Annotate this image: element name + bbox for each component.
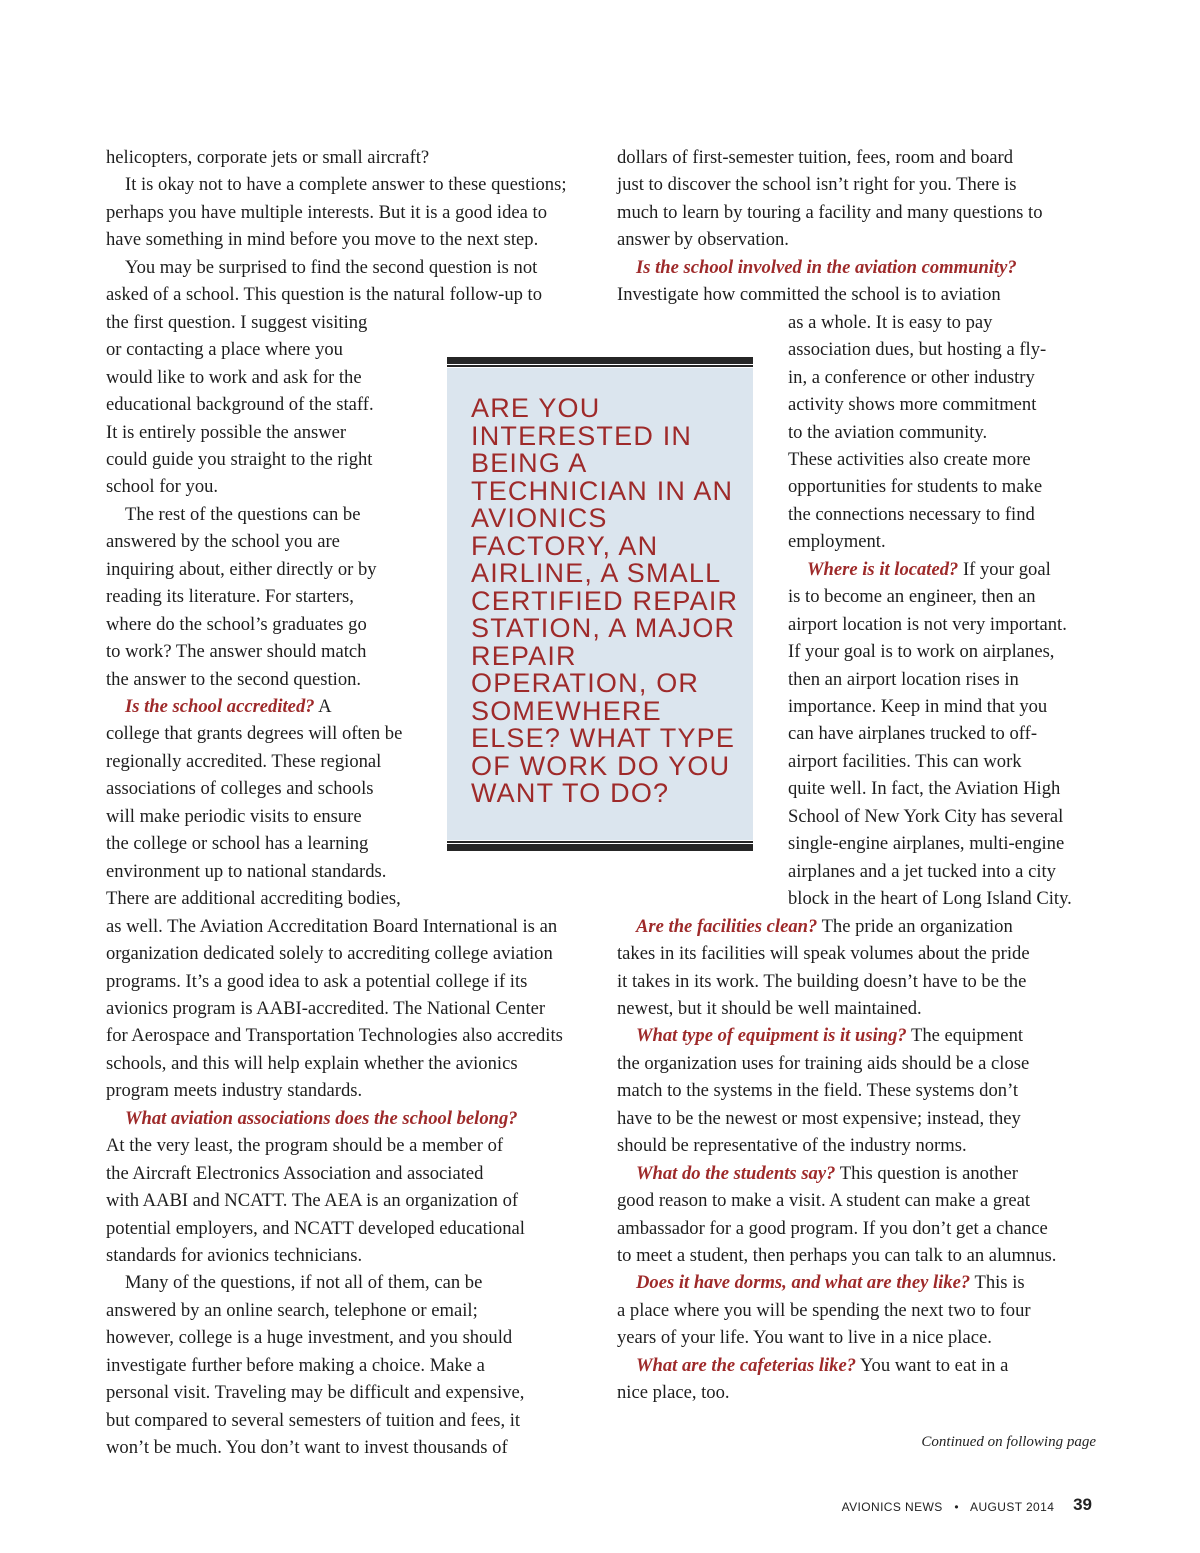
right-column-line	[617, 1244, 1056, 1268]
body-text: opportunities for students to make	[788, 476, 1043, 498]
body-text: A	[314, 696, 332, 717]
left-column-line	[106, 311, 367, 335]
body-text: it takes in its work. The building doesn’t have to be the	[617, 970, 1027, 992]
left-column-line	[106, 915, 557, 939]
right-column-line	[788, 393, 1036, 417]
right-column-line	[636, 915, 1013, 939]
body-text: avionics program is AABI-accredited. The National Center	[106, 997, 546, 1019]
body-text: have to be the newest or most expensive; instead, they	[617, 1107, 1021, 1129]
left-column-line	[106, 1079, 362, 1103]
right-column-line	[617, 1299, 1031, 1323]
right-column-line	[617, 1326, 992, 1350]
right-column-line	[788, 832, 1064, 856]
body-text: nice place, too.	[617, 1382, 730, 1404]
left-column-line	[106, 1244, 362, 1268]
right-column-line	[636, 1162, 1018, 1186]
right-column-line	[788, 530, 886, 554]
left-column-line	[106, 1217, 525, 1241]
body-text: have something in mind before you move to the next step.	[106, 229, 539, 251]
body-text: Investigate how committed the school is to aviation	[617, 284, 1001, 306]
body-text: This is	[970, 1272, 1025, 1294]
right-column-line	[788, 338, 1046, 362]
body-text: activity shows more commitment	[788, 394, 1037, 416]
left-column-line	[106, 1189, 518, 1213]
left-column-line	[106, 201, 547, 225]
left-column-line	[106, 887, 401, 911]
pull-quote-bottom-thin-rule	[447, 841, 753, 843]
right-column-line	[617, 283, 1001, 307]
body-text: with AABI and NCATT. The AEA is an organization of	[106, 1190, 519, 1212]
body-text: perhaps you have multiple interests. But it is a good idea to	[106, 201, 548, 223]
body-text: It is okay not to have a complete answer to these questions;	[125, 174, 567, 196]
body-text: You may be surprised to find the second question is not	[125, 256, 538, 278]
right-column-line	[807, 558, 1051, 582]
body-text: school for you.	[106, 476, 219, 498]
right-column-line	[636, 1024, 1023, 1048]
right-column-line	[788, 421, 987, 445]
body-text: airplanes and a jet tucked into a city	[788, 860, 1056, 882]
body-text: educational background of the staff.	[106, 394, 374, 416]
body-text: associations of colleges and schools	[106, 778, 374, 800]
left-column-line	[106, 1409, 520, 1433]
section-question: What do the students say?	[636, 1162, 836, 1184]
right-column-line	[788, 695, 1047, 719]
right-column-line	[788, 887, 1072, 911]
right-column-line	[636, 1271, 1025, 1295]
right-column-line	[636, 256, 1017, 280]
left-column-line	[106, 860, 386, 884]
left-column-line	[125, 256, 537, 280]
right-column-line	[617, 173, 1017, 197]
body-text: or contacting a place where you	[106, 339, 343, 361]
left-column-line	[106, 1024, 563, 1048]
body-text: for Aerospace and Transportation Technologies also accredits	[106, 1025, 563, 1047]
body-text: the organization uses for training aids should be a close	[617, 1052, 1030, 1074]
pull-quote-bottom-rule	[447, 844, 753, 851]
body-text: helicopters, corporate jets or small aircraft?	[106, 147, 430, 168]
body-text: but compared to several semesters of tuition and fees, it	[106, 1409, 521, 1431]
right-column-line	[788, 805, 1063, 829]
left-column-line	[106, 970, 527, 994]
body-text: It is entirely possible the answer	[106, 421, 347, 443]
body-text: At the very least, the program should be a member of	[106, 1135, 504, 1157]
right-column-line	[617, 1381, 730, 1405]
body-text: Many of the questions, if not all of them, can be	[125, 1272, 483, 1294]
pull-quote-top-thin-rule	[447, 365, 753, 367]
body-text: ambassador for a good program. If you don’t get a chance	[617, 1217, 1048, 1239]
body-text: in, a conference or other industry	[788, 366, 1035, 388]
body-text: asked of a school. This question is the natural follow-up to	[106, 284, 543, 306]
body-text: as a whole. It is easy to pay	[788, 311, 993, 333]
left-column-line	[106, 997, 545, 1021]
left-column-line	[125, 695, 332, 719]
section-question: Is the school involved in the aviation community?	[636, 256, 1017, 278]
body-text: match to the systems in the field. These systems don’t	[617, 1080, 1019, 1102]
footer-separator: •	[954, 1500, 959, 1514]
body-text: the connections necessary to find	[788, 503, 1035, 525]
body-text: The pride an organization	[817, 915, 1013, 937]
left-column-line	[125, 503, 360, 527]
body-text: potential employers, and NCATT developed educational	[106, 1217, 525, 1239]
body-text: airport location is not very important.	[788, 613, 1067, 635]
body-text: won’t be much. You don’t want to invest thousands of	[106, 1437, 508, 1459]
right-column-line	[788, 475, 1042, 499]
left-column-line	[106, 558, 377, 582]
body-text: This question is another	[835, 1162, 1018, 1184]
right-column-line	[617, 228, 789, 252]
right-column-line	[788, 668, 1019, 692]
continued-note: Continued on following page	[921, 1434, 1096, 1450]
pull-quote-top-rule	[447, 357, 753, 364]
body-text: to work? The answer should match	[106, 641, 367, 663]
body-text: environment up to national standards.	[106, 860, 387, 882]
left-column-line	[106, 448, 372, 472]
body-text: reading its literature. For starters,	[106, 586, 354, 608]
left-column-line	[106, 393, 374, 417]
left-column-line	[106, 1326, 512, 1350]
body-text: much to learn by touring a facility and many questions to	[617, 201, 1043, 223]
left-column-line	[106, 613, 367, 637]
right-column-line	[617, 942, 1030, 966]
left-column-line	[106, 283, 542, 307]
right-column-line	[788, 366, 1035, 390]
left-column-line	[106, 1299, 478, 1323]
body-text: where do the school’s graduates go	[106, 613, 367, 635]
body-text: schools, and this will help explain whether the avionics	[106, 1052, 518, 1074]
section-question: What are the cafeterias like?	[636, 1354, 857, 1376]
right-column-line	[788, 860, 1056, 884]
body-text: regionally accredited. These regional	[106, 750, 382, 772]
body-text: answered by an online search, telephone or email;	[106, 1299, 478, 1321]
right-column-line	[617, 997, 922, 1021]
body-text: the first question. I suggest visiting	[106, 311, 368, 333]
pull-quote-box	[447, 357, 753, 851]
left-column-line	[106, 530, 340, 554]
body-text: the answer to the second question.	[106, 668, 362, 690]
right-column-line	[617, 1217, 1048, 1241]
right-column-line	[788, 585, 1036, 609]
section-question: What type of equipment is it using?	[636, 1025, 907, 1047]
body-text: dollars of first-semester tuition, fees, room and board	[617, 147, 1014, 168]
body-text: can have airplanes trucked to off-	[788, 723, 1038, 745]
right-column-line	[636, 1354, 1008, 1378]
body-text: You want to eat in a	[856, 1354, 1009, 1376]
right-column-line	[617, 1107, 1021, 1131]
pull-quote-text: ARE YOU INTERESTED IN BEING A TECHNICIAN IN AN AVIONICS FACTORY, AN AIRLINE, A SMALL CERTIFIED REPAIR STATION, A MAJOR REPAIR OPERATION, OR SOMEWHERE ELSE? WHAT TYPE OF WORK DO YOU WANT TO DO?	[471, 393, 739, 808]
body-text: to meet a student, then perhaps you can talk to an alumnus.	[617, 1245, 1057, 1266]
right-column-line	[617, 1134, 967, 1158]
body-text: college that grants degrees will often be	[106, 723, 403, 745]
left-column-line	[106, 1436, 508, 1460]
publication-name: AVIONICS NEWS	[841, 1500, 943, 1514]
right-column-line	[788, 722, 1037, 746]
left-column-line	[106, 777, 374, 801]
body-text: quite well. In fact, the Aviation High	[788, 778, 1061, 800]
left-column-line	[106, 1052, 518, 1076]
left-column-line	[106, 475, 218, 499]
left-column-line	[106, 722, 402, 746]
right-column-line	[788, 448, 1031, 472]
left-column-line	[106, 421, 346, 445]
body-text: is to become an engineer, then an	[788, 586, 1036, 608]
right-column-line	[617, 201, 1043, 225]
right-column-line	[617, 1079, 1018, 1103]
left-column-line	[125, 173, 567, 197]
body-text: newest, but it should be well maintained.	[617, 997, 922, 1019]
body-text: however, college is a huge investment, and you should	[106, 1327, 513, 1349]
body-text: These activities also create more	[788, 448, 1031, 470]
body-text: answered by the school you are	[106, 531, 340, 553]
left-column-line	[106, 750, 381, 774]
body-text: would like to work and ask for the	[106, 366, 362, 388]
body-text: standards for avionics technicians.	[106, 1245, 363, 1266]
body-text: the college or school has a learning	[106, 833, 369, 855]
right-column-line	[617, 1052, 1029, 1076]
left-column-line	[106, 366, 362, 390]
left-column-line	[106, 942, 553, 966]
left-column-line	[106, 585, 354, 609]
left-column-line	[106, 338, 343, 362]
page-footer	[842, 1500, 1092, 1514]
body-text: program meets industry standards.	[106, 1080, 363, 1102]
body-text: employment.	[788, 531, 886, 553]
body-text: takes in its facilities will speak volumes about the pride	[617, 943, 1030, 965]
left-column-line	[106, 1162, 483, 1186]
right-column-line	[788, 777, 1060, 801]
body-text: investigate further before making a choice. Make a	[106, 1354, 485, 1376]
body-text: inquiring about, either directly or by	[106, 558, 377, 580]
body-text: If your goal is to work on airplanes,	[788, 641, 1055, 663]
body-text: to the aviation community.	[788, 421, 988, 443]
right-column-line	[788, 503, 1035, 527]
body-text: organization dedicated solely to accrediting college aviation	[106, 943, 553, 965]
body-text: the Aircraft Electronics Association and associated	[106, 1162, 484, 1184]
right-column-line	[617, 1189, 1030, 1213]
left-column-line	[106, 1354, 485, 1378]
left-column-line	[106, 668, 361, 692]
body-text: answer by observation.	[617, 229, 789, 251]
body-text: good reason to make a visit. A student can make a great	[617, 1190, 1031, 1212]
left-column-line	[106, 640, 366, 664]
body-text: then an airport location rises in	[788, 668, 1019, 690]
left-column-line	[106, 805, 362, 829]
body-text: There are additional accrediting bodies,	[106, 888, 401, 910]
body-text: just to discover the school isn’t right for you. There is	[617, 174, 1017, 196]
body-text: could guide you straight to the right	[106, 448, 373, 470]
body-text: years of your life. You want to live in a nice place.	[617, 1327, 992, 1349]
body-text: programs. It’s a good idea to ask a potential college if its	[106, 970, 528, 992]
body-text: If your goal	[958, 558, 1051, 580]
right-column-line	[788, 640, 1054, 664]
body-text: single-engine airplanes, multi-engine	[788, 833, 1065, 855]
body-text: airport facilities. This can work	[788, 750, 1022, 772]
left-column-line	[125, 1107, 518, 1131]
left-column-line	[106, 832, 368, 856]
section-question: Is the school accredited?	[125, 696, 315, 717]
left-column-line	[106, 146, 429, 170]
left-column-line	[106, 228, 538, 252]
body-text: The rest of the questions can be	[125, 503, 361, 525]
section-question: What aviation associations does the school belong?	[125, 1107, 518, 1129]
right-column-line	[788, 311, 992, 335]
right-column-line	[617, 146, 1013, 170]
body-text: block in the heart of Long Island City.	[788, 888, 1072, 910]
section-question: Does it have dorms, and what are they like?	[636, 1272, 971, 1294]
right-column-line	[788, 613, 1067, 637]
body-text: should be representative of the industry norms.	[617, 1135, 967, 1157]
body-text: a place where you will be spending the next two to four	[617, 1299, 1031, 1321]
left-column-line	[125, 1271, 482, 1295]
right-column-line	[617, 970, 1026, 994]
left-column-line	[106, 1381, 524, 1405]
body-text: School of New York City has several	[788, 805, 1064, 827]
body-text: importance. Keep in mind that you	[788, 696, 1048, 717]
body-text: will make periodic visits to ensure	[106, 805, 362, 827]
body-text: as well. The Aviation Accreditation Board International is an	[106, 915, 558, 937]
section-question: Are the facilities clean?	[636, 915, 818, 937]
issue-date: AUGUST 2014	[970, 1500, 1055, 1514]
section-question: Where is it located?	[807, 558, 959, 580]
body-text: personal visit. Traveling may be difficult and expensive,	[106, 1382, 525, 1404]
body-text: The equipment	[906, 1025, 1024, 1047]
body-text: association dues, but hosting a fly-	[788, 339, 1047, 361]
left-column-line	[106, 1134, 503, 1158]
right-column-line	[788, 750, 1022, 774]
page-number: 39	[1073, 1495, 1092, 1514]
